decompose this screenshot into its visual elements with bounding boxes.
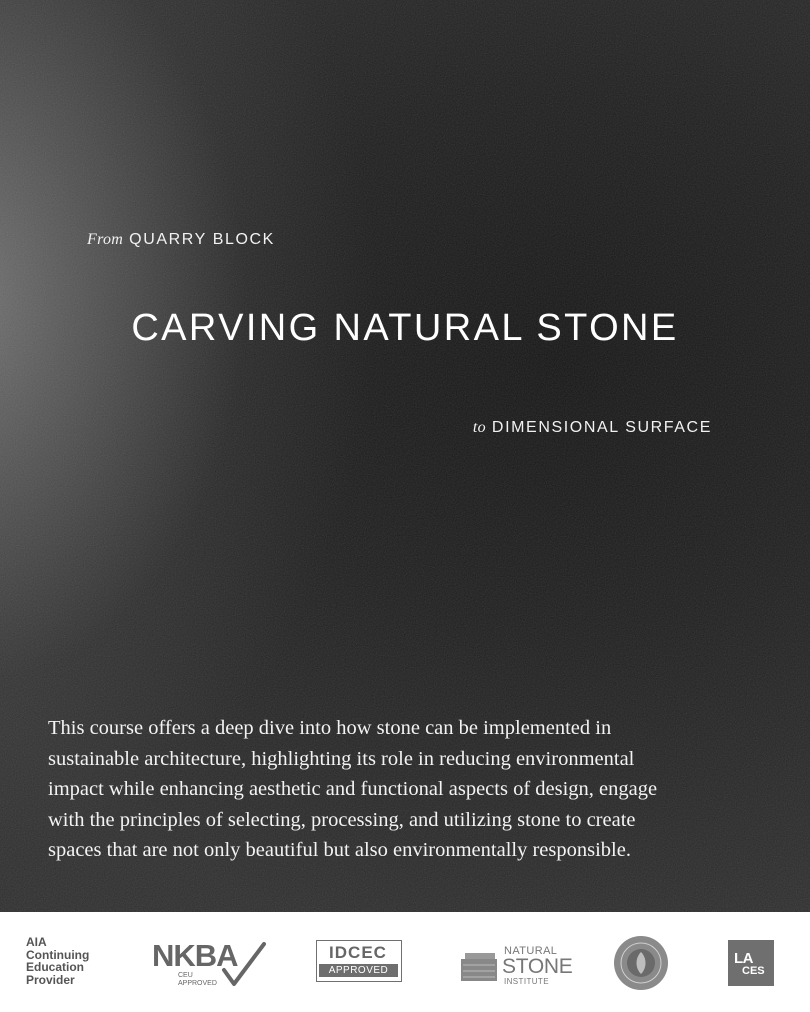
aia-logo-line: Continuing (26, 947, 90, 962)
description-line: spaces that are not only beautiful but also environmentally responsible. (48, 839, 631, 861)
aia-logo-line: Provider (26, 972, 75, 987)
kicker-from-italic: From (87, 231, 124, 248)
nsi-line3: INSTITUTE (504, 977, 549, 986)
nsi-line1: NATURAL (504, 945, 558, 957)
laces-logo (728, 940, 774, 986)
nsi-line2: STONE (502, 955, 573, 978)
laces-top: LA (734, 950, 753, 967)
page-title: CARVING NATURAL STONE (131, 307, 679, 349)
kicker-from (87, 231, 275, 249)
nkba-logo (150, 934, 268, 990)
nkba-sub-line: APPROVED (178, 980, 217, 987)
aia-logo (26, 936, 89, 986)
description-line: impact while enhancing aesthetic and functional aspects of design, engage (48, 778, 658, 800)
idcec-approved: APPROVED (319, 964, 398, 977)
kicker-to-italic: to (472, 419, 486, 436)
stone-slab-icon (459, 949, 501, 983)
idcec-logo (316, 940, 404, 984)
natural-stone-institute-logo (459, 943, 573, 987)
laces-bottom: CES (742, 965, 765, 977)
aia-logo-line: Education (26, 960, 85, 974)
usgbc-seal-icon (612, 934, 670, 992)
nkba-mark: NKBA (152, 938, 238, 973)
idcec-mark: IDCEC (329, 943, 387, 962)
course-description (48, 713, 773, 866)
nkba-sub-line: CEU (178, 972, 193, 979)
nkba-sub (178, 972, 217, 988)
aia-logo-line: AIA (26, 935, 47, 949)
kicker-to (473, 419, 712, 437)
description-line: This course offers a deep dive into how stone can be implemented in (48, 717, 612, 739)
usgbc-member-logo (612, 934, 670, 992)
kicker-to-caps: DIMENSIONAL SURFACE (491, 419, 712, 436)
kicker-from-caps: QUARRY BLOCK (129, 231, 275, 248)
description-line: with the principles of selecting, processing, and utilizing stone to create (48, 808, 636, 831)
accreditation-footer (0, 912, 810, 1012)
checkmark-icon (220, 940, 268, 990)
description-line: sustainable architecture, highlighting its role in reducing environmental (48, 747, 635, 770)
